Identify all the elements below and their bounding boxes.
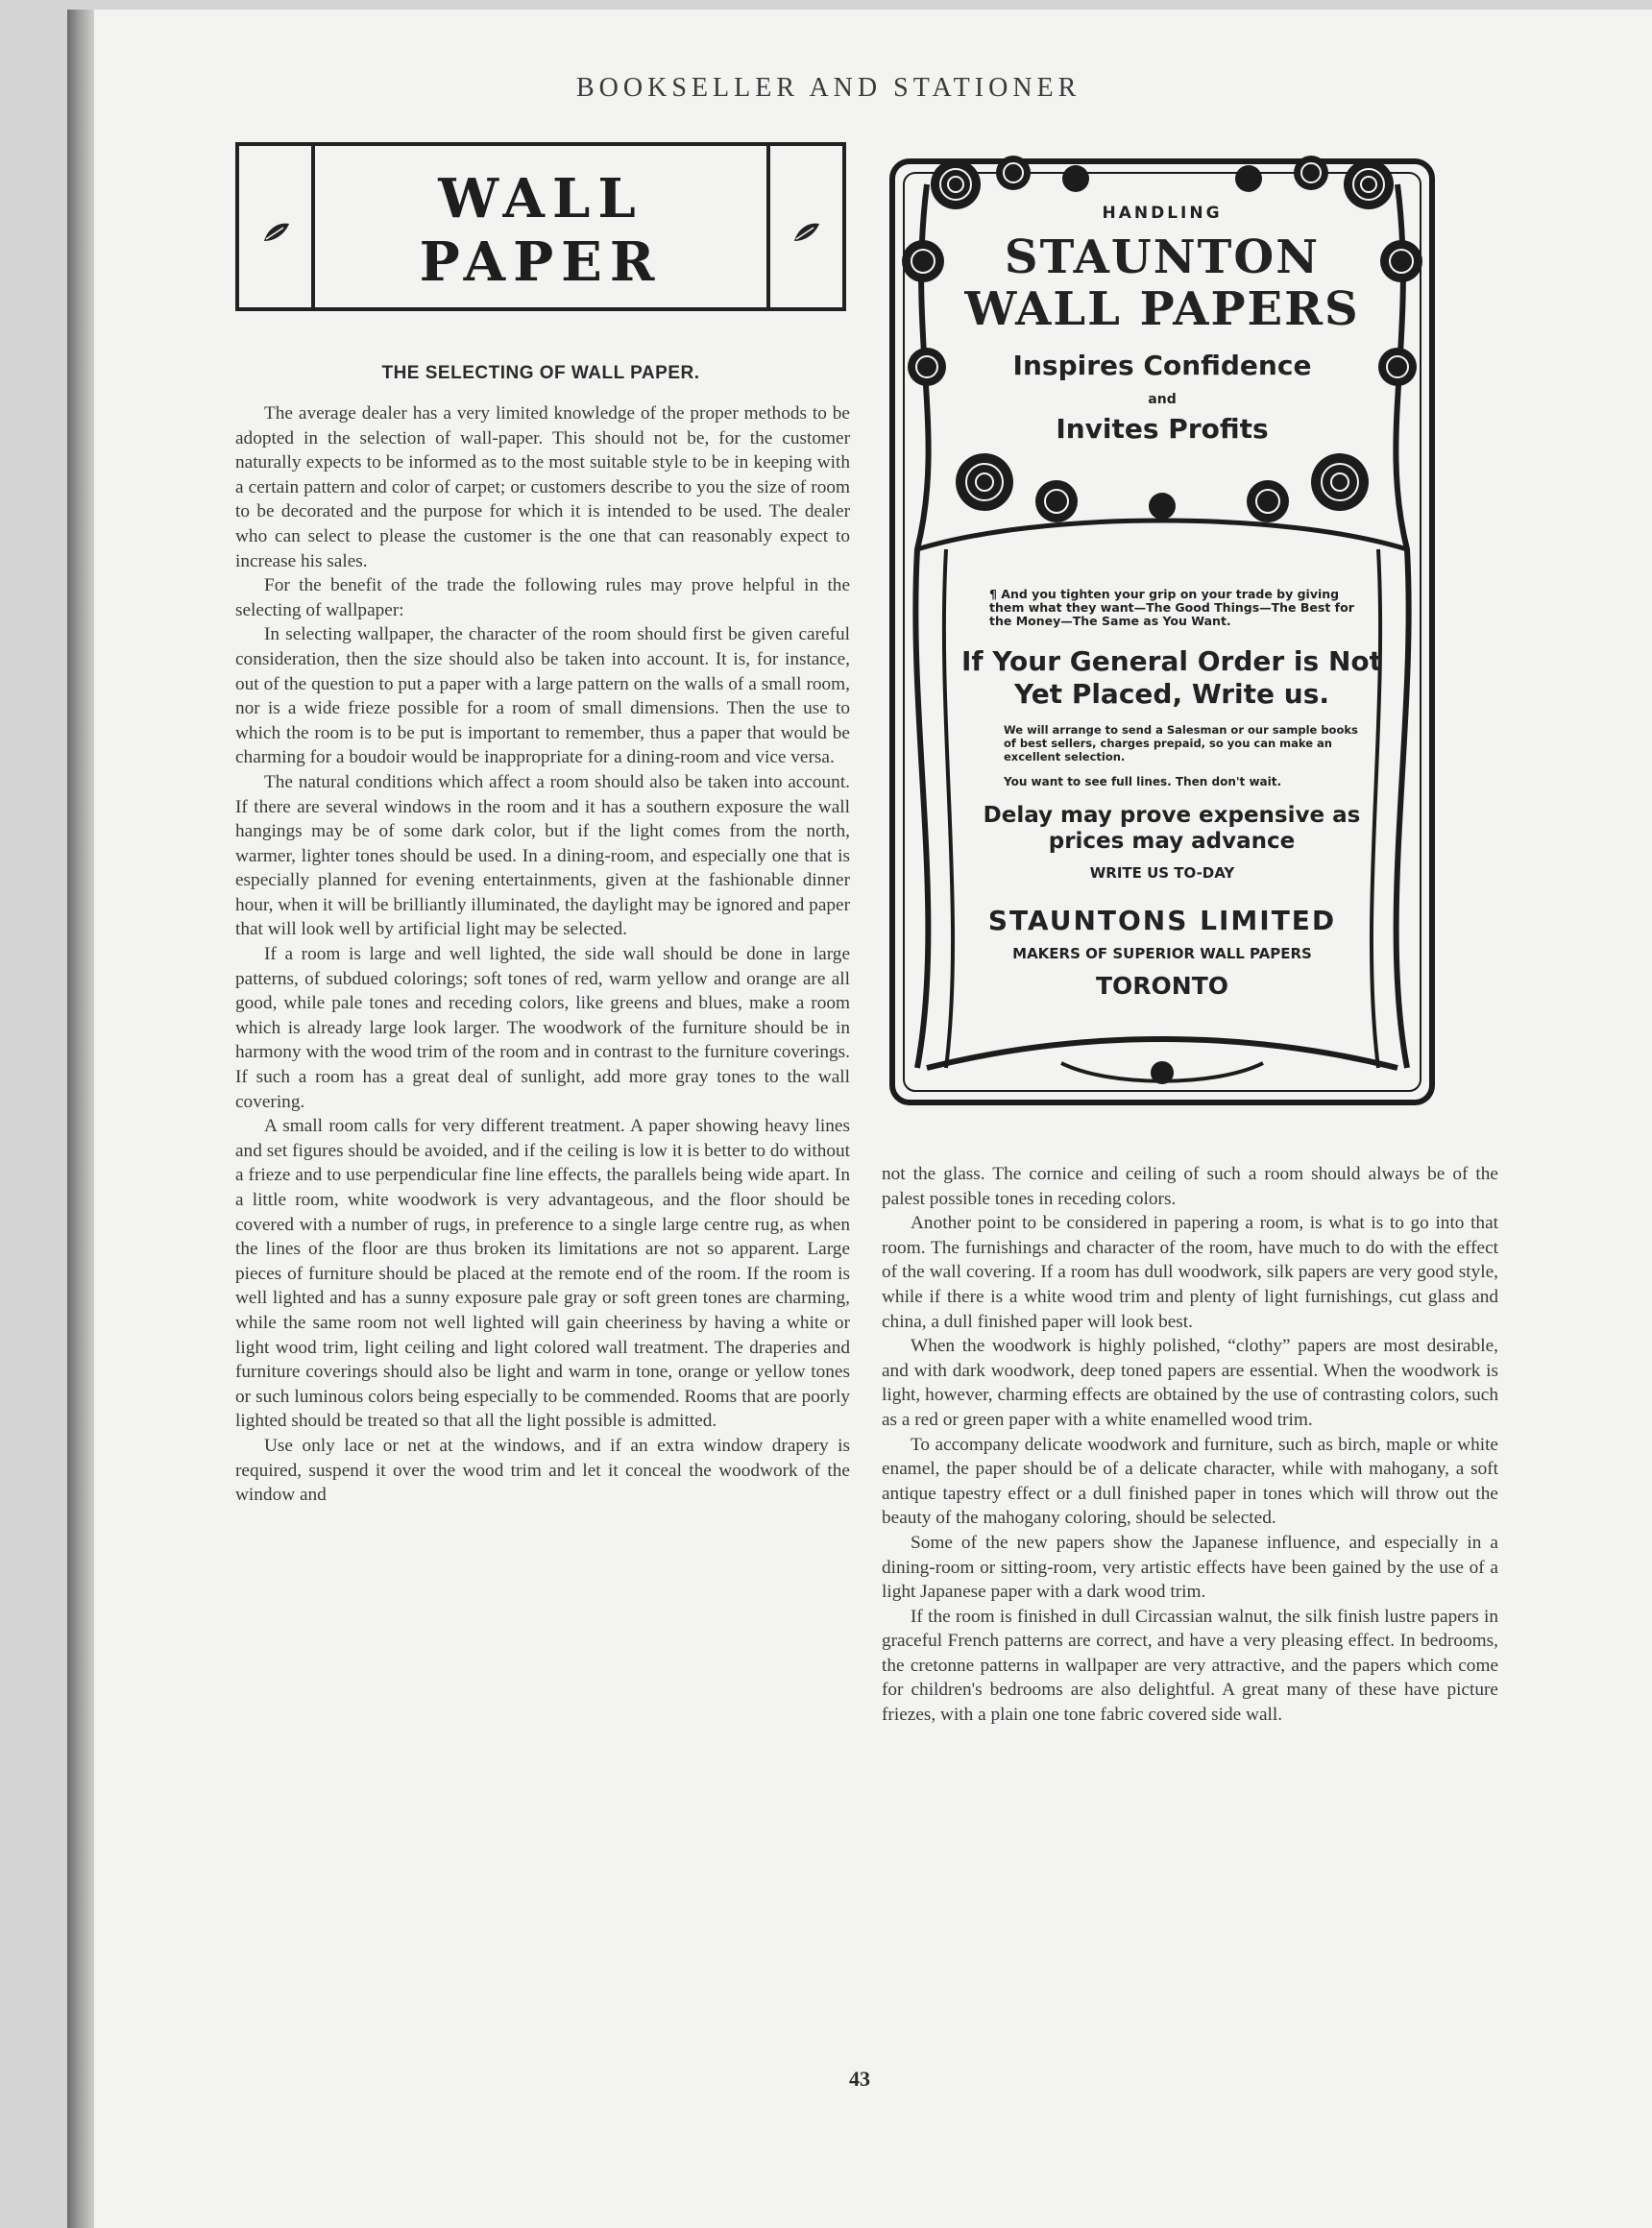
ad-write-us: WRITE US TO-DAY [1089, 864, 1235, 882]
title-box-right-rule [766, 146, 770, 307]
article-heading: THE SELECTING OF WALL PAPER. [381, 363, 700, 383]
paragraph: Use only lace or net at the windows, and if an extra window drapery is required, suspend it over the wood trim and let it conceal the woodwork of the window and [235, 1435, 850, 1506]
ad-handling: HANDLING [1102, 204, 1223, 223]
leaf-icon [792, 221, 821, 250]
title-line-paper: PAPER [419, 230, 663, 294]
book-spine-shadow [67, 10, 94, 2228]
ad-salesman-offer: We will arrange to send a Salesman or our sample books of best sellers, charges prepaid, so you can make an excellent selection. [1004, 723, 1358, 763]
ad-company-name: STAUNTONS LIMITED [987, 905, 1337, 936]
staunton-advertisement [888, 146, 1436, 1116]
ad-makers-tagline: MAKERS OF SUPERIOR WALL PAPERS [1012, 945, 1312, 962]
title-line-wall: WALL [438, 167, 644, 230]
running-head: BOOKSELLER AND STATIONER [576, 73, 1081, 103]
ad-city: TORONTO [1095, 972, 1229, 1000]
page-number: 43 [849, 2067, 870, 2091]
ad-full-lines: You want to see full lines. Then don't wait. [1004, 775, 1282, 788]
paragraph: If a room is large and well lighted, the side wall should be done in large patterns, of subdued colorings; soft tones of red, warm yellow and orange are all good, while pale tones and receding colors, like greens and blues, make a room which is already large look larger. The woodwork of the furniture should be in harmony with the wood trim of the room and in contrast to the furniture coverings. If such a room has a great deal of sunlight, add more gray tones to the wall covering. [235, 944, 850, 1112]
paragraph: In selecting wallpaper, the character of the room should first be given careful consideration, then the size should also be taken into account. It is, for instance, out of the question to put a paper with a large pattern on the walls of a small room, nor is a wide frieze possible for a room of small dimensions. Then the use to which the room is to be put is important to remember, thus a paper that would be charming for a boudoir would be inappropriate for a dining-room and vice versa. [235, 624, 850, 768]
ad-delay-warning: Delay may prove expensive as prices may advance [983, 803, 1361, 854]
paragraph: The natural conditions which affect a room should also be taken into account. If there are several windows in the room and it has a southern exposure the wall hangings may be of some dark color, but if the light comes from the north, warmer, lighter tones should be used. In a dining-room, and especially one that is especially planned for evening entertainments, given at the fashionable dinner hour, when it will be brilliantly illuminated, the daylight may be ignored and paper that will look well by artificial light may be selected. [235, 771, 850, 940]
ad-inspires-confidence: Inspires Confidence [1012, 350, 1312, 381]
ad-brand-wall-papers: WALL PAPERS [964, 282, 1360, 336]
paragraph: A small room calls for very different treatment. A paper showing heavy lines and set figures should be avoided, and if the ceiling is low it is better to do without a frieze and to use perpendicular fine line effects, the parallels being wide apart. In a little room, white woodwork is very advantageous, and the floor should be covered with a number of rugs, in preference to a single large centre rug, as when the lines of the floor are thus broken its limitations are not so apparent. Large pieces of furniture should be placed at the remote end of the room. If the room is well lighted and has a sunny exposure pale gray or soft green tones are charming, while the same room not well lighted will gain cheeriness by having a white or light wood trim, light ceiling and light colored wall treatment. The draperies and furniture coverings should also be light and warm in tone, orange or yellow tones or such luminous colors being especially to be commended. Rooms that are poorly lighted should be treated so that all the light possible is admitted. [235, 1116, 850, 1432]
title-box [235, 142, 846, 311]
ad-grip-text: ¶ And you tighten your grip on your trade by giving them what they want—The Good Things—The Best for the Money—The Same as You Want. [989, 587, 1354, 628]
paragraph: The average dealer has a very limited knowledge of the proper methods to be adopted in the selection of wall-paper. This should not be, for the customer naturally expects to be informed as to the most suitable style to be in keeping with a certain pattern and color of carpet; or customers describe to you the size of room to be decorated and the purpose for which it is intended to be used. The dealer who can select to please the customer is the one that can reasonably expect to increase his sales. [235, 403, 850, 571]
ad-and: and [1148, 392, 1177, 407]
article-left-column [235, 401, 850, 1508]
paragraph: For the benefit of the trade the following rules may prove helpful in the selecting of wallpaper: [235, 575, 850, 620]
paragraph: When the woodwork is highly polished, “clothy” papers are most desirable, and with dark woodwork, deep toned papers are essential. When the woodwork is light, however, charming effects are obtained by the use of contrasting colors, such as a red or green paper with a white enamelled wood trim. [882, 1336, 1498, 1430]
paragraph: Some of the new papers show the Japanese influence, and especially in a dining-room or sitting-room, very artistic effects have been gained by the use of a light Japanese paper with a dark wood trim. [882, 1532, 1498, 1603]
ad-invites-profits: Invites Profits [1056, 413, 1269, 445]
paragraph: Another point to be considered in papering a room, is what is to go into that room. The furnishings and character of the room, have much to do with the effect of the wall covering. If a room has dull woodwork, silk papers are very good style, while if there is a white wood trim and plenty of light furnishings, cut glass and china, a dull finished paper will look best. [882, 1213, 1498, 1332]
ad-brand-staunton: STAUNTON [1004, 230, 1321, 284]
page-title [316, 167, 765, 294]
title-box-left-rule [311, 146, 315, 307]
paragraph: not the glass. The cornice and ceiling of such a room should always be of the palest possible tones in receding colors. [882, 1164, 1498, 1209]
article-right-column [882, 1162, 1498, 1728]
ad-general-order: If Your General Order is Not Yet Placed, Write us. [961, 645, 1382, 710]
leaf-icon [262, 221, 291, 250]
paragraph: If the room is finished in dull Circassian walnut, the silk finish lustre papers in graceful French patterns are correct, and have a very pleasing effect. In bedrooms, the cretonne patterns in wallpaper are very attractive, and the papers which come for children's bedrooms are also delightful. A great many of these have picture friezes, with a plain one tone fabric covered side wall. [882, 1606, 1498, 1726]
paragraph: To accompany delicate woodwork and furniture, such as birch, maple or white enamel, the paper should be of a delicate character, while with mahogany, a soft antique tapestry effect or a dull finished paper in tones which will throw out the beauty of the mahogany coloring, should be selected. [882, 1434, 1498, 1529]
